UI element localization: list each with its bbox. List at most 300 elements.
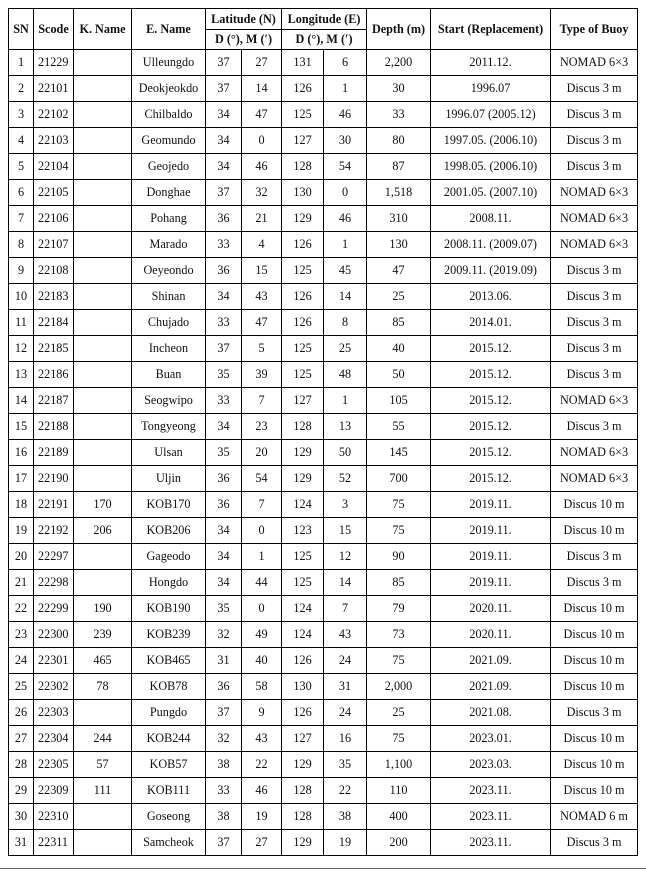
- table-row: [9, 830, 638, 856]
- table-row: [9, 622, 638, 648]
- cell-depth: 2,000: [367, 674, 431, 700]
- table-row: [9, 648, 638, 674]
- cell-ename: Oeyeondo: [132, 258, 206, 284]
- cell-scode: 22299: [34, 596, 74, 622]
- cell-start: 2019.11.: [431, 518, 551, 544]
- cell-start: 2015.12.: [431, 336, 551, 362]
- cell-sn: 24: [9, 648, 34, 674]
- table-row: [9, 310, 638, 336]
- cell-lat-min: 43: [242, 726, 282, 752]
- cell-lat-deg: 37: [206, 336, 242, 362]
- cell-sn: 9: [9, 258, 34, 284]
- cell-ename: Pohang: [132, 206, 206, 232]
- cell-ename: KOB57: [132, 752, 206, 778]
- header-longitude-sub: D (°), M (′): [282, 30, 367, 50]
- cell-lat-deg: 31: [206, 648, 242, 674]
- cell-lon-min: 25: [324, 336, 367, 362]
- cell-sn: 19: [9, 518, 34, 544]
- cell-type: Discus 10 m: [551, 726, 638, 752]
- cell-kname: 244: [74, 726, 132, 752]
- cell-ename: Ulleungdo: [132, 50, 206, 76]
- cell-sn: 5: [9, 154, 34, 180]
- cell-kname: [74, 206, 132, 232]
- cell-ename: Goseong: [132, 804, 206, 830]
- cell-type: NOMAD 6×3: [551, 180, 638, 206]
- cell-lon-min: 35: [324, 752, 367, 778]
- cell-sn: 12: [9, 336, 34, 362]
- cell-lat-min: 9: [242, 700, 282, 726]
- cell-lat-deg: 37: [206, 180, 242, 206]
- cell-sn: 17: [9, 466, 34, 492]
- cell-lon-min: 1: [324, 388, 367, 414]
- cell-depth: 50: [367, 362, 431, 388]
- cell-lon-min: 16: [324, 726, 367, 752]
- cell-lon-min: 38: [324, 804, 367, 830]
- cell-lon-min: 24: [324, 700, 367, 726]
- cell-start: 2015.12.: [431, 362, 551, 388]
- cell-kname: [74, 544, 132, 570]
- cell-lat-min: 0: [242, 518, 282, 544]
- cell-start: 2019.11.: [431, 544, 551, 570]
- cell-lon-min: 0: [324, 180, 367, 206]
- table-row: [9, 466, 638, 492]
- cell-type: Discus 3 m: [551, 76, 638, 102]
- cell-depth: 90: [367, 544, 431, 570]
- cell-start: 2020.11.: [431, 596, 551, 622]
- table-row: [9, 180, 638, 206]
- cell-scode: 22301: [34, 648, 74, 674]
- cell-scode: 22298: [34, 570, 74, 596]
- cell-start: 1996.07 (2005.12): [431, 102, 551, 128]
- cell-lon-min: 14: [324, 284, 367, 310]
- header-kname: K. Name: [74, 9, 132, 50]
- cell-lat-min: 5: [242, 336, 282, 362]
- cell-lat-min: 32: [242, 180, 282, 206]
- table-row: [9, 102, 638, 128]
- cell-start: 2023.03.: [431, 752, 551, 778]
- table-row: [9, 440, 638, 466]
- cell-lon-min: 30: [324, 128, 367, 154]
- cell-depth: 310: [367, 206, 431, 232]
- cell-type: Discus 3 m: [551, 414, 638, 440]
- cell-depth: 75: [367, 518, 431, 544]
- header-scode: Scode: [34, 9, 74, 50]
- cell-lat-deg: 32: [206, 726, 242, 752]
- cell-kname: 170: [74, 492, 132, 518]
- table-row: [9, 492, 638, 518]
- cell-depth: 75: [367, 726, 431, 752]
- cell-lon-deg: 126: [282, 310, 324, 336]
- cell-scode: 22187: [34, 388, 74, 414]
- table-header: [9, 9, 638, 50]
- cell-ename: KOB239: [132, 622, 206, 648]
- cell-ename: Chujado: [132, 310, 206, 336]
- cell-sn: 31: [9, 830, 34, 856]
- cell-kname: [74, 180, 132, 206]
- cell-start: 2021.09.: [431, 674, 551, 700]
- cell-sn: 26: [9, 700, 34, 726]
- buoy-table: [8, 8, 638, 856]
- cell-lon-deg: 130: [282, 180, 324, 206]
- cell-depth: 700: [367, 466, 431, 492]
- table-body: [9, 50, 638, 856]
- cell-start: 2009.11. (2019.09): [431, 258, 551, 284]
- cell-kname: [74, 804, 132, 830]
- cell-lat-deg: 33: [206, 232, 242, 258]
- cell-depth: 2,200: [367, 50, 431, 76]
- cell-start: 2001.05. (2007.10): [431, 180, 551, 206]
- cell-scode: 22104: [34, 154, 74, 180]
- cell-depth: 1,100: [367, 752, 431, 778]
- table-row: [9, 414, 638, 440]
- cell-type: Discus 3 m: [551, 310, 638, 336]
- cell-kname: [74, 830, 132, 856]
- cell-lon-deg: 129: [282, 752, 324, 778]
- table-row: [9, 76, 638, 102]
- cell-ename: Shinan: [132, 284, 206, 310]
- cell-scode: 22189: [34, 440, 74, 466]
- header-latitude: Latitude (N): [206, 9, 282, 30]
- cell-lat-min: 0: [242, 128, 282, 154]
- cell-type: Discus 3 m: [551, 570, 638, 596]
- table-row: [9, 778, 638, 804]
- cell-scode: 22102: [34, 102, 74, 128]
- cell-lat-min: 54: [242, 466, 282, 492]
- cell-scode: 22190: [34, 466, 74, 492]
- cell-scode: 22185: [34, 336, 74, 362]
- cell-lon-min: 1: [324, 232, 367, 258]
- table-row: [9, 752, 638, 778]
- cell-sn: 25: [9, 674, 34, 700]
- cell-depth: 1,518: [367, 180, 431, 206]
- cell-ename: KOB190: [132, 596, 206, 622]
- cell-lon-deg: 131: [282, 50, 324, 76]
- cell-type: Discus 10 m: [551, 674, 638, 700]
- cell-ename: Tongyeong: [132, 414, 206, 440]
- cell-depth: 25: [367, 284, 431, 310]
- cell-lon-deg: 129: [282, 466, 324, 492]
- cell-ename: Marado: [132, 232, 206, 258]
- cell-scode: 22302: [34, 674, 74, 700]
- cell-lon-deg: 128: [282, 804, 324, 830]
- cell-ename: Incheon: [132, 336, 206, 362]
- cell-scode: 22108: [34, 258, 74, 284]
- cell-lon-min: 46: [324, 206, 367, 232]
- cell-ename: Gageodo: [132, 544, 206, 570]
- cell-sn: 29: [9, 778, 34, 804]
- cell-start: 2015.12.: [431, 440, 551, 466]
- cell-kname: [74, 232, 132, 258]
- cell-lat-min: 27: [242, 50, 282, 76]
- cell-start: 2008.11.: [431, 206, 551, 232]
- cell-scode: 22297: [34, 544, 74, 570]
- cell-ename: KOB244: [132, 726, 206, 752]
- table-row: [9, 128, 638, 154]
- cell-kname: 239: [74, 622, 132, 648]
- cell-lat-deg: 36: [206, 674, 242, 700]
- cell-lat-deg: 35: [206, 440, 242, 466]
- cell-kname: 78: [74, 674, 132, 700]
- cell-lat-deg: 33: [206, 310, 242, 336]
- cell-lat-min: 47: [242, 102, 282, 128]
- cell-sn: 18: [9, 492, 34, 518]
- cell-lat-deg: 37: [206, 50, 242, 76]
- cell-lon-min: 13: [324, 414, 367, 440]
- cell-lat-min: 40: [242, 648, 282, 674]
- cell-ename: KOB111: [132, 778, 206, 804]
- cell-sn: 7: [9, 206, 34, 232]
- cell-lon-min: 14: [324, 570, 367, 596]
- cell-scode: 22107: [34, 232, 74, 258]
- cell-lon-deg: 124: [282, 492, 324, 518]
- cell-lon-deg: 130: [282, 674, 324, 700]
- cell-lon-deg: 128: [282, 778, 324, 804]
- cell-sn: 2: [9, 76, 34, 102]
- cell-lon-min: 54: [324, 154, 367, 180]
- cell-lat-min: 14: [242, 76, 282, 102]
- cell-start: 2021.09.: [431, 648, 551, 674]
- cell-scode: 22105: [34, 180, 74, 206]
- table-row: [9, 206, 638, 232]
- header-sn: SN: [9, 9, 34, 50]
- cell-scode: 22309: [34, 778, 74, 804]
- cell-lon-deg: 125: [282, 570, 324, 596]
- cell-ename: Pungdo: [132, 700, 206, 726]
- cell-lon-deg: 126: [282, 232, 324, 258]
- cell-lat-min: 19: [242, 804, 282, 830]
- cell-scode: 22186: [34, 362, 74, 388]
- cell-start: 2019.11.: [431, 492, 551, 518]
- cell-depth: 40: [367, 336, 431, 362]
- cell-lat-min: 46: [242, 778, 282, 804]
- cell-start: 2019.11.: [431, 570, 551, 596]
- cell-lat-min: 0: [242, 596, 282, 622]
- cell-depth: 130: [367, 232, 431, 258]
- cell-lon-min: 12: [324, 544, 367, 570]
- cell-depth: 33: [367, 102, 431, 128]
- cell-depth: 80: [367, 128, 431, 154]
- cell-depth: 55: [367, 414, 431, 440]
- cell-sn: 3: [9, 102, 34, 128]
- cell-lat-min: 23: [242, 414, 282, 440]
- cell-ename: Donghae: [132, 180, 206, 206]
- cell-lon-min: 43: [324, 622, 367, 648]
- cell-lat-deg: 38: [206, 804, 242, 830]
- cell-scode: 22191: [34, 492, 74, 518]
- cell-ename: Buan: [132, 362, 206, 388]
- cell-lat-deg: 38: [206, 752, 242, 778]
- cell-kname: [74, 76, 132, 102]
- cell-sn: 4: [9, 128, 34, 154]
- cell-lat-deg: 34: [206, 518, 242, 544]
- cell-start: 2013.06.: [431, 284, 551, 310]
- cell-kname: [74, 154, 132, 180]
- cell-lat-deg: 37: [206, 830, 242, 856]
- cell-lat-min: 7: [242, 492, 282, 518]
- cell-type: Discus 3 m: [551, 830, 638, 856]
- cell-type: NOMAD 6×3: [551, 388, 638, 414]
- cell-lat-min: 46: [242, 154, 282, 180]
- cell-kname: [74, 128, 132, 154]
- cell-depth: 25: [367, 700, 431, 726]
- cell-lon-min: 8: [324, 310, 367, 336]
- cell-lat-deg: 32: [206, 622, 242, 648]
- header-latitude-sub: D (°), M (′): [206, 30, 282, 50]
- cell-sn: 16: [9, 440, 34, 466]
- cell-lat-deg: 35: [206, 362, 242, 388]
- cell-lon-min: 50: [324, 440, 367, 466]
- cell-lon-deg: 126: [282, 284, 324, 310]
- cell-kname: [74, 284, 132, 310]
- cell-type: Discus 3 m: [551, 128, 638, 154]
- cell-lat-deg: 34: [206, 284, 242, 310]
- cell-depth: 85: [367, 310, 431, 336]
- cell-lon-min: 46: [324, 102, 367, 128]
- cell-lat-min: 21: [242, 206, 282, 232]
- cell-lat-min: 27: [242, 830, 282, 856]
- cell-kname: [74, 570, 132, 596]
- cell-lon-min: 52: [324, 466, 367, 492]
- cell-type: Discus 3 m: [551, 362, 638, 388]
- cell-scode: 22192: [34, 518, 74, 544]
- cell-lon-deg: 124: [282, 596, 324, 622]
- cell-kname: 465: [74, 648, 132, 674]
- cell-lat-deg: 33: [206, 778, 242, 804]
- cell-lat-deg: 34: [206, 128, 242, 154]
- table-row: [9, 154, 638, 180]
- cell-lon-deg: 125: [282, 258, 324, 284]
- cell-kname: 57: [74, 752, 132, 778]
- cell-type: Discus 3 m: [551, 336, 638, 362]
- cell-ename: Chilbaldo: [132, 102, 206, 128]
- cell-depth: 30: [367, 76, 431, 102]
- cell-lon-min: 19: [324, 830, 367, 856]
- cell-lon-deg: 125: [282, 102, 324, 128]
- cell-lon-min: 45: [324, 258, 367, 284]
- cell-scode: 22303: [34, 700, 74, 726]
- cell-ename: Deokjeokdo: [132, 76, 206, 102]
- cell-ename: KOB465: [132, 648, 206, 674]
- cell-type: Discus 3 m: [551, 258, 638, 284]
- cell-depth: 105: [367, 388, 431, 414]
- cell-start: 2021.08.: [431, 700, 551, 726]
- cell-scode: 22101: [34, 76, 74, 102]
- cell-ename: KOB206: [132, 518, 206, 544]
- cell-lon-min: 7: [324, 596, 367, 622]
- cell-type: Discus 3 m: [551, 154, 638, 180]
- cell-lon-min: 3: [324, 492, 367, 518]
- cell-type: NOMAD 6 m: [551, 804, 638, 830]
- cell-type: Discus 10 m: [551, 518, 638, 544]
- cell-sn: 30: [9, 804, 34, 830]
- cell-depth: 79: [367, 596, 431, 622]
- bottom-rule: [0, 868, 646, 869]
- cell-sn: 11: [9, 310, 34, 336]
- cell-type: NOMAD 6×3: [551, 440, 638, 466]
- cell-sn: 28: [9, 752, 34, 778]
- cell-ename: Geomundo: [132, 128, 206, 154]
- cell-depth: 85: [367, 570, 431, 596]
- cell-lat-deg: 37: [206, 700, 242, 726]
- cell-sn: 23: [9, 622, 34, 648]
- cell-lat-min: 7: [242, 388, 282, 414]
- cell-sn: 13: [9, 362, 34, 388]
- cell-type: NOMAD 6×3: [551, 50, 638, 76]
- cell-type: Discus 3 m: [551, 102, 638, 128]
- cell-kname: [74, 388, 132, 414]
- cell-start: 2015.12.: [431, 414, 551, 440]
- cell-sn: 14: [9, 388, 34, 414]
- cell-type: NOMAD 6×3: [551, 206, 638, 232]
- cell-ename: Samcheok: [132, 830, 206, 856]
- buoy-table-container: [8, 8, 637, 856]
- cell-lon-deg: 129: [282, 206, 324, 232]
- cell-lat-min: 15: [242, 258, 282, 284]
- cell-kname: [74, 310, 132, 336]
- cell-lat-deg: 36: [206, 258, 242, 284]
- cell-depth: 47: [367, 258, 431, 284]
- cell-type: Discus 10 m: [551, 778, 638, 804]
- cell-lat-deg: 36: [206, 466, 242, 492]
- cell-sn: 21: [9, 570, 34, 596]
- cell-type: Discus 3 m: [551, 700, 638, 726]
- cell-kname: 206: [74, 518, 132, 544]
- cell-kname: [74, 50, 132, 76]
- cell-ename: Geojedo: [132, 154, 206, 180]
- cell-type: Discus 10 m: [551, 622, 638, 648]
- cell-lon-deg: 127: [282, 726, 324, 752]
- cell-lon-deg: 127: [282, 128, 324, 154]
- table-row: [9, 232, 638, 258]
- table-row: [9, 50, 638, 76]
- cell-scode: 22183: [34, 284, 74, 310]
- header-depth: Depth (m): [367, 9, 431, 50]
- cell-sn: 27: [9, 726, 34, 752]
- cell-lat-deg: 36: [206, 492, 242, 518]
- cell-kname: 111: [74, 778, 132, 804]
- cell-scode: 22310: [34, 804, 74, 830]
- cell-type: Discus 10 m: [551, 648, 638, 674]
- cell-depth: 145: [367, 440, 431, 466]
- cell-scode: 21229: [34, 50, 74, 76]
- cell-scode: 22106: [34, 206, 74, 232]
- table-row: [9, 388, 638, 414]
- cell-lon-min: 22: [324, 778, 367, 804]
- cell-lat-deg: 33: [206, 388, 242, 414]
- cell-lon-deg: 125: [282, 336, 324, 362]
- cell-lat-deg: 34: [206, 544, 242, 570]
- cell-ename: KOB78: [132, 674, 206, 700]
- cell-lon-deg: 124: [282, 622, 324, 648]
- cell-start: 2008.11. (2009.07): [431, 232, 551, 258]
- cell-depth: 75: [367, 648, 431, 674]
- cell-lat-min: 44: [242, 570, 282, 596]
- cell-scode: 22184: [34, 310, 74, 336]
- cell-lat-min: 20: [242, 440, 282, 466]
- cell-start: 2015.12.: [431, 388, 551, 414]
- table-row: [9, 258, 638, 284]
- cell-lat-min: 43: [242, 284, 282, 310]
- cell-start: 1996.07: [431, 76, 551, 102]
- table-row: [9, 362, 638, 388]
- cell-lon-deg: 127: [282, 388, 324, 414]
- cell-start: 1997.05. (2006.10): [431, 128, 551, 154]
- table-row: [9, 596, 638, 622]
- cell-depth: 73: [367, 622, 431, 648]
- cell-lat-min: 22: [242, 752, 282, 778]
- cell-start: 1998.05. (2006.10): [431, 154, 551, 180]
- table-row: [9, 518, 638, 544]
